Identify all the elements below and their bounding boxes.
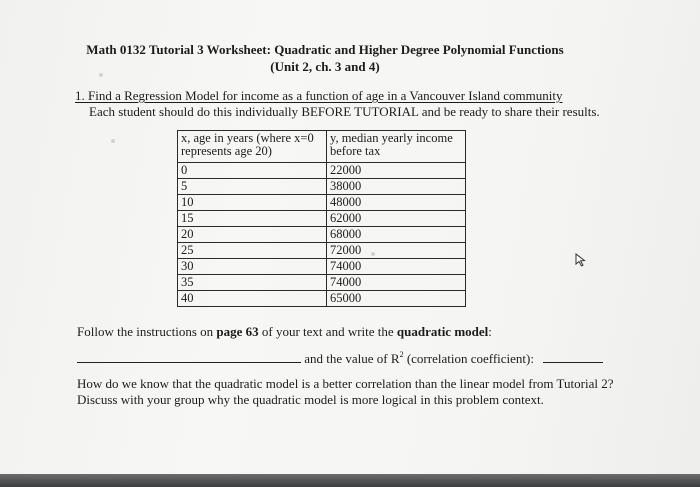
- cell-age: 25: [178, 243, 327, 259]
- cell-age: 10: [178, 195, 327, 211]
- cell-age: 5: [178, 179, 327, 195]
- column-header-income: y, median yearly income before tax: [327, 131, 466, 163]
- cell-income: 48000: [327, 195, 466, 211]
- cell-income: 74000: [327, 259, 466, 275]
- model-label: quadratic model: [396, 324, 489, 339]
- cell-age: 30: [178, 259, 327, 275]
- page-reference: page 63: [216, 324, 259, 339]
- r-squared-description: (correlation coefficient):: [406, 351, 534, 366]
- answer-line: [77, 351, 603, 367]
- cell-income: 72000: [327, 243, 466, 259]
- page-bottom-edge: [0, 474, 700, 487]
- cell-age: 35: [178, 275, 327, 291]
- paper-speck: [371, 252, 375, 256]
- question-1-instructions: Each student should do this individually BEFORE TUTORIAL and be ready to share their results.: [89, 104, 600, 119]
- table-row: [178, 211, 466, 227]
- cell-income: 74000: [327, 275, 466, 291]
- question-2-line-2: Discuss with your group why the quadratic model is more logical in this problem context.: [77, 392, 544, 407]
- table-row: [178, 243, 466, 259]
- r-squared-label: and the value of R: [304, 351, 400, 366]
- question-2: [77, 376, 667, 408]
- table-row: [178, 179, 466, 195]
- table-header-row: [178, 131, 466, 163]
- paper-speck: [99, 73, 103, 77]
- cell-income: 68000: [327, 227, 466, 243]
- cell-income: 38000: [327, 179, 466, 195]
- table-row: [178, 227, 466, 243]
- r-squared-superscript: 2: [399, 350, 404, 359]
- table-row: [178, 275, 466, 291]
- cell-age: 0: [178, 163, 327, 179]
- cell-income: 62000: [327, 211, 466, 227]
- table-row: [178, 195, 466, 211]
- instr-prefix: Follow the instructions on: [77, 324, 217, 339]
- question-2-line-1: How do we know that the quadratic model is a better correlation than the linear model from Tutorial 2?: [77, 376, 614, 391]
- table-row: [178, 259, 466, 275]
- cell-income: 22000: [327, 163, 466, 179]
- table-row: [178, 163, 466, 179]
- worksheet-title: Math 0132 Tutorial 3 Worksheet: Quadratic and Higher Degree Polynomial Functions: [86, 42, 564, 57]
- worksheet-subtitle: (Unit 2, ch. 3 and 4): [270, 59, 380, 74]
- cell-age: 15: [178, 211, 327, 227]
- quadratic-model-blank[interactable]: [77, 351, 301, 363]
- model-instructions: [77, 324, 492, 340]
- table-row: [178, 291, 466, 307]
- question-1-heading: 1. Find a Regression Model for income as a function of age in a Vancouver Island community: [75, 88, 563, 103]
- r-squared-blank[interactable]: [543, 351, 603, 363]
- cell-age: 40: [178, 291, 327, 307]
- column-header-age: x, age in years (where x=0 represents age 20): [178, 131, 327, 163]
- instr-suffix: :: [488, 324, 492, 339]
- mouse-pointer-icon: [574, 253, 588, 267]
- data-table: [177, 130, 466, 307]
- cell-age: 20: [178, 227, 327, 243]
- cell-income: 65000: [327, 291, 466, 307]
- instr-middle: of your text and write the: [258, 324, 397, 339]
- paper-speck: [111, 139, 115, 143]
